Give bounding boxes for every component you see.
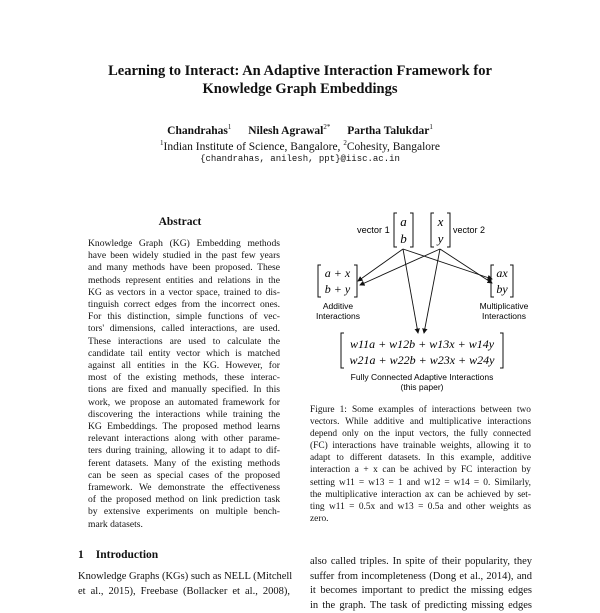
text-line: discovering the interactions while training the <box>88 409 280 421</box>
text-line: Knowledge Graphs (KGs) such as NELL (Mitchell <box>78 570 290 585</box>
text-line: also called triples. In spite of their popularity, they <box>310 555 532 570</box>
fc-row-2: w21a + w22b + w23x + w24y <box>350 353 496 367</box>
text-line: ters during training, allowing it to adapt to dif- <box>88 445 280 457</box>
section-heading: 1 Introduction <box>78 549 158 561</box>
additive-label-1: Additive <box>323 301 354 311</box>
interaction-figure <box>300 205 540 395</box>
vector-2-matrix <box>431 213 450 247</box>
text-line: relevant interactions along with other parame- <box>88 433 280 445</box>
vector-1-matrix <box>394 213 413 247</box>
text-line: KG as vectors in a vector space, trained to dis- <box>88 287 280 299</box>
text-line: adapt to different datasets. In this example, additive <box>310 452 531 464</box>
vector-1-label: vector 1 <box>357 225 390 235</box>
text-line: vectors. While additive and multiplicative interactions <box>310 416 531 428</box>
text-line: Figure 1: Some examples of interactions between two <box>310 404 531 416</box>
text-line: depend only on the input vectors, the fully connected <box>310 428 531 440</box>
text-line: most of the existing methods, these interac- <box>88 372 280 384</box>
text-line: (FC) interactions have trainable weights, allowing it to <box>310 440 531 452</box>
vector-1-a: a <box>400 214 407 229</box>
text-line: the multiplicative interaction ax can be achieved by set- <box>310 489 531 501</box>
vector-2-label: vector 2 <box>453 225 485 235</box>
vector-2-x: x <box>437 214 444 229</box>
fc-row-1: w11a + w12b + w13x + w14y <box>350 337 495 351</box>
additive-matrix <box>318 265 357 297</box>
multiplicative-row-2: by <box>496 282 508 296</box>
introduction-body <box>78 570 290 599</box>
vector-1-b: b <box>400 231 407 246</box>
interaction-arrows <box>358 249 492 333</box>
text-line: interaction a + x can be achived by FC interaction by <box>310 464 531 476</box>
text-line: suffer from incompleteness (Dong et al., 2014), and <box>310 570 532 585</box>
affiliations: $^1$Indian Institute of Science, Bangalore, $^2$Cohesity, Bangalore <box>0 136 600 154</box>
fully-connected-matrix <box>341 333 503 368</box>
column-2-body <box>310 555 532 613</box>
paper-title-line-2: Knowledge Graph Embeddings <box>0 80 600 98</box>
text-line: candidate tail entity vector which is matched <box>88 348 280 360</box>
text-line: methods represent entities and relations in the <box>88 275 280 287</box>
text-line: framework. We demonstrate the effectiveness <box>88 482 280 494</box>
text-line: work, we propose an automated framework for <box>88 397 280 409</box>
text-line: of the proposed method on link prediction task <box>88 494 280 506</box>
abstract-body <box>88 238 280 531</box>
text-line: against all entities in the KG. However, for <box>88 360 280 372</box>
text-line: Knowledge Graph (KG) Embedding methods <box>88 238 280 250</box>
text-line: have been widely studied in the past few years <box>88 250 280 262</box>
multiplicative-matrix <box>491 265 513 297</box>
text-line: For this distinction, simple functions of vec- <box>88 311 280 323</box>
author-2: Nilesh Agrawal$^{2*}$ <box>248 125 330 137</box>
text-line: tinguish correct edges from the incorrect ones. <box>88 299 280 311</box>
text-line: ferent datasets. Many of the existing methods <box>88 458 280 470</box>
text-line: KG Embeddings. The proposed method learns <box>88 421 280 433</box>
additive-row-1: a + x <box>325 266 351 280</box>
paper-title-line-1: Learning to Interact: An Adaptive Interaction Framework for <box>0 62 600 80</box>
text-line: ting w11 = 0.5x and w13 = 0.5a and other weights as <box>310 501 531 513</box>
figure-caption <box>310 404 531 525</box>
text-line: setting w11 = w13 = 1 and w12 = w14 = 0. Similarly, <box>310 477 531 489</box>
author-3: Partha Talukdar$^1$ <box>347 125 433 137</box>
vector-2-y: y <box>436 231 444 246</box>
text-line: in the graph. The task of predicting missing edges <box>310 599 532 613</box>
text-line: mark datasets. <box>88 519 280 531</box>
abstract-heading: Abstract <box>100 216 260 228</box>
text-line: it becomes important to predict the missing edges <box>310 584 532 599</box>
text-line: zero. <box>310 513 531 525</box>
text-line: tors' dimensions, called interactions, are used. <box>88 323 280 335</box>
multiplicative-label-1: Multiplicative <box>480 301 529 311</box>
additive-row-2: b + y <box>325 282 351 296</box>
author-email[interactable]: {chandrahas, anilesh, ppt}@iisc.ac.in <box>0 154 600 164</box>
text-line: and many methods have been proposed. These <box>88 262 280 274</box>
fc-label-1: Fully Connected Adaptive Interactions <box>351 372 494 382</box>
multiplicative-label-2: Interactions <box>482 311 526 321</box>
text-line: by extensive experiments on multiple bench- <box>88 506 280 518</box>
text-line: et al., 2015), Freebase (Bollacker et al., 2008), <box>78 585 290 600</box>
text-line: These interactions are used to calculate the <box>88 336 280 348</box>
fc-label-2: (this paper) <box>401 382 444 392</box>
text-line: tions are fixed and manually specified. In this <box>88 384 280 396</box>
additive-label-2: Interactions <box>316 311 360 321</box>
text-line: can be seen as special cases of the proposed <box>88 470 280 482</box>
multiplicative-row-1: ax <box>496 266 508 280</box>
author-1: Chandrahas$^1$ <box>167 125 231 137</box>
